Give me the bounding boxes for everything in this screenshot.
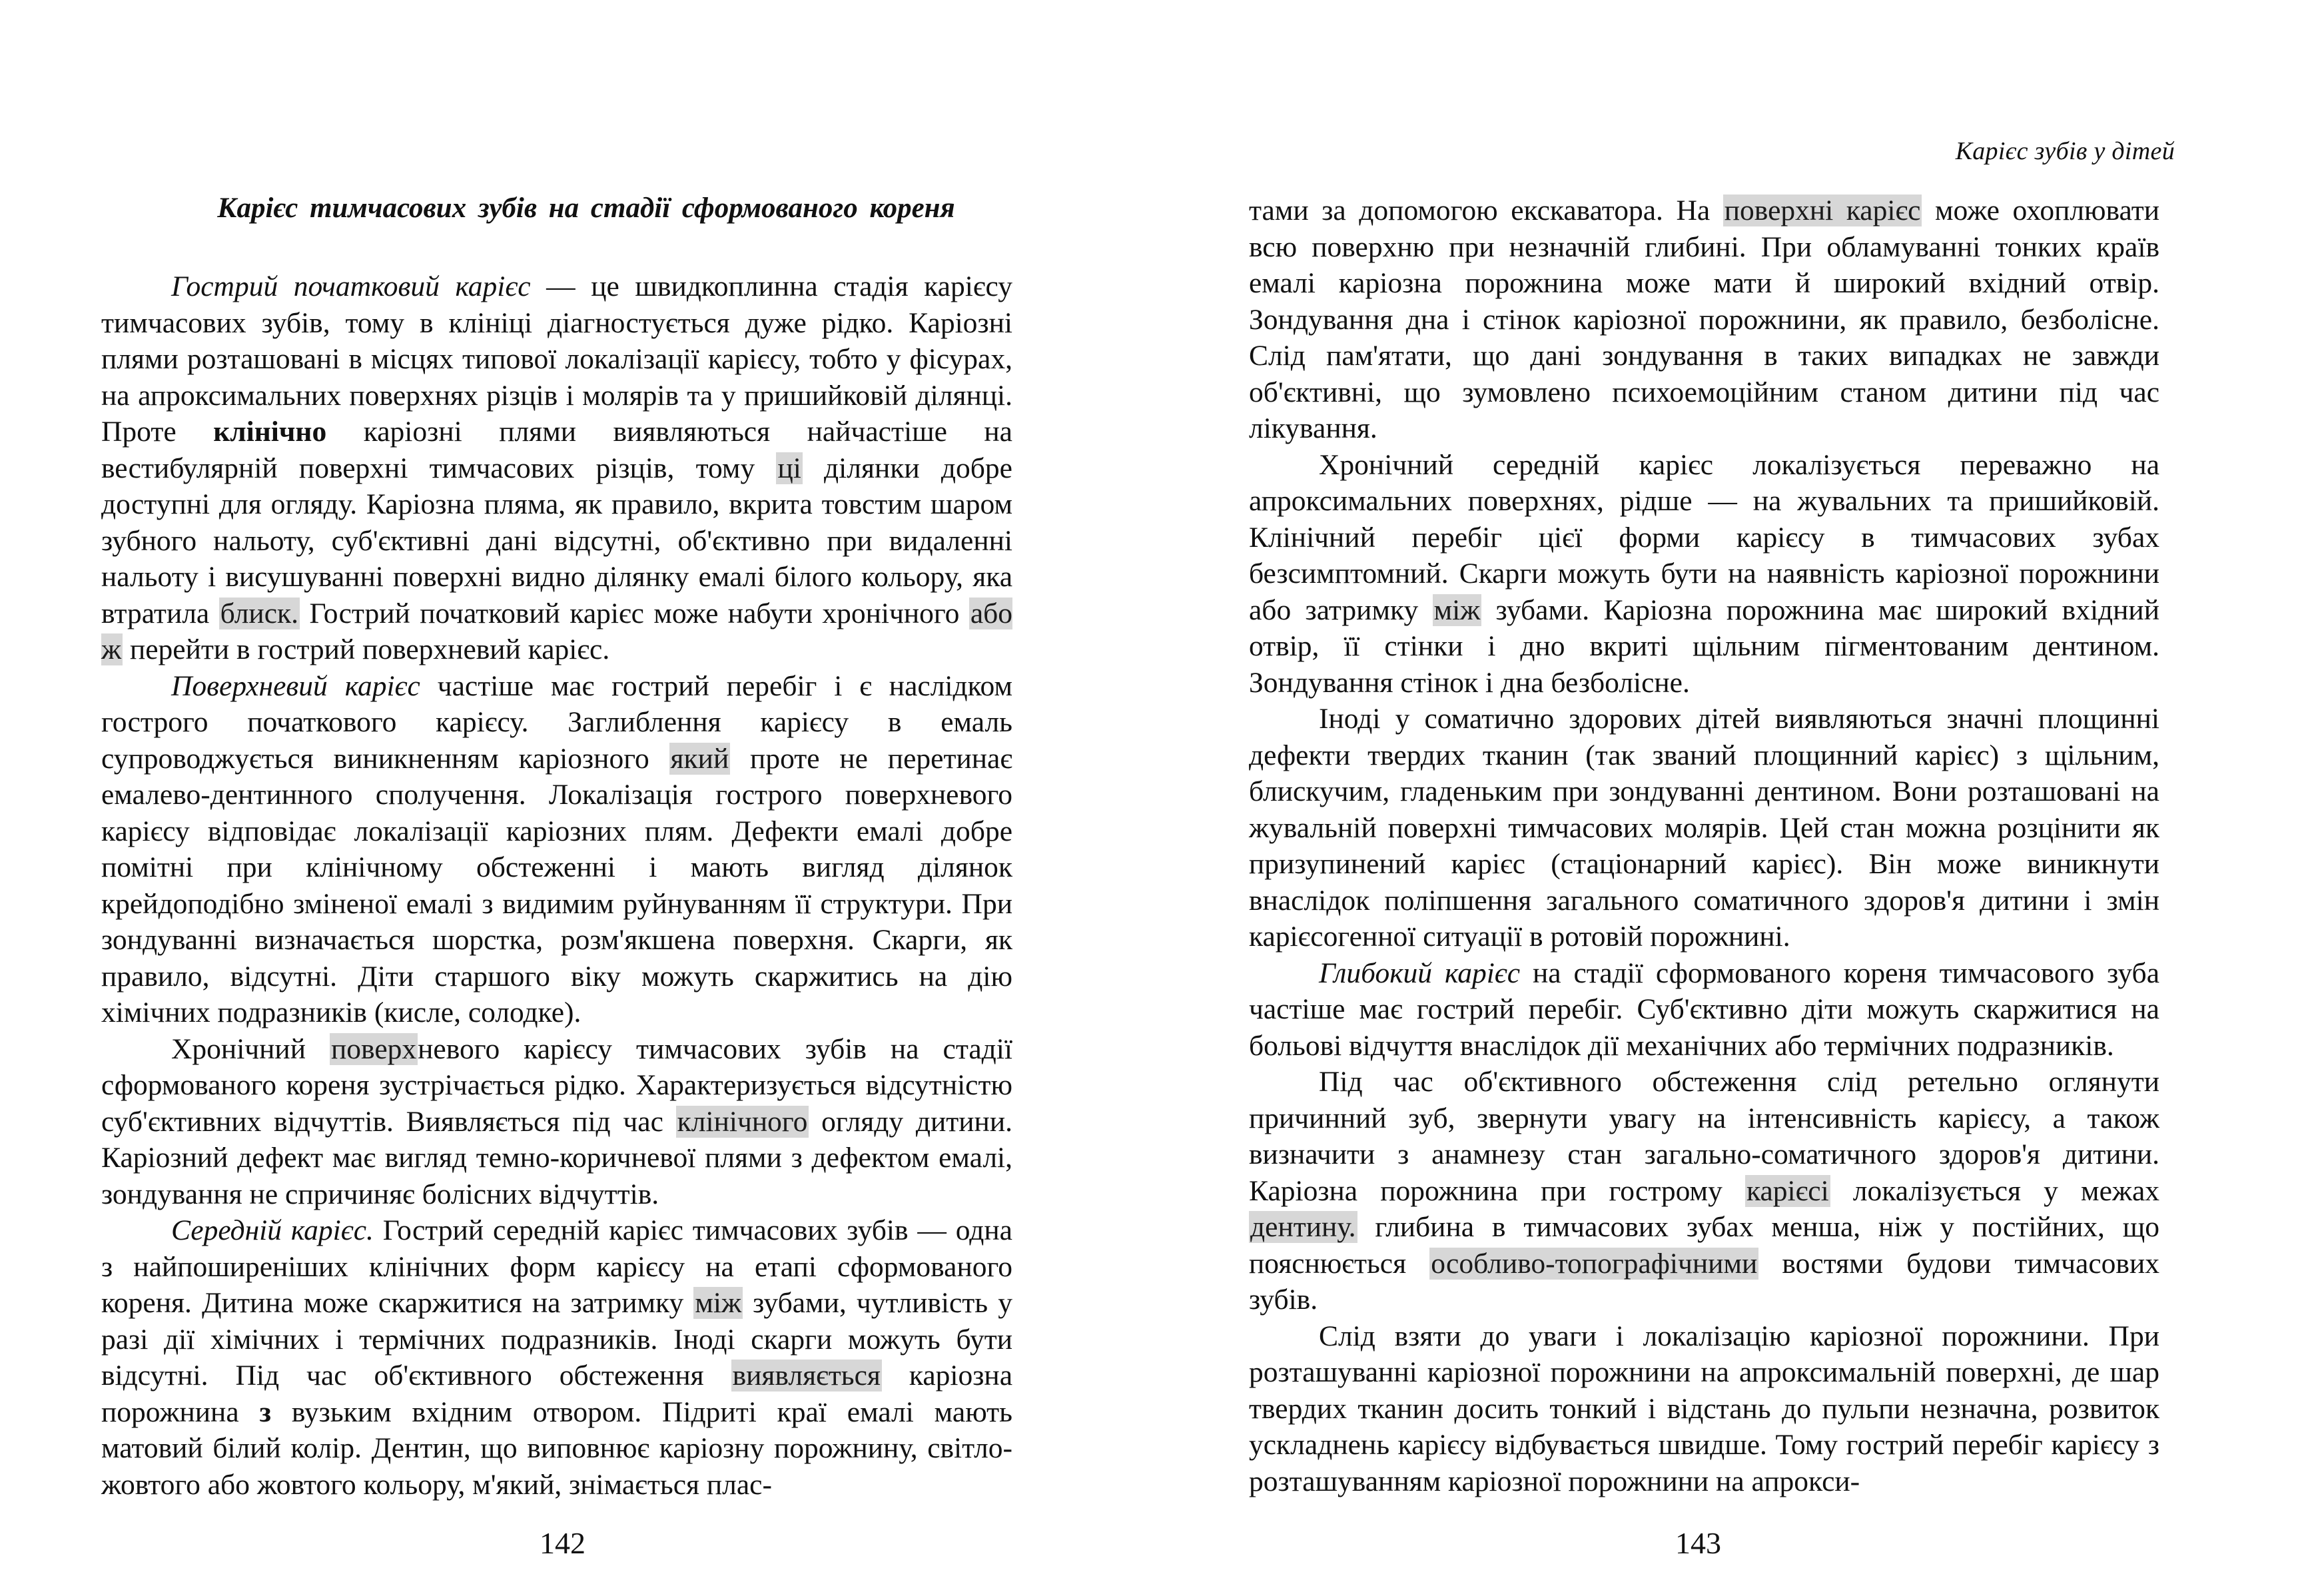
highlight: між bbox=[695, 1287, 742, 1319]
term-deep-caries: Глибокий карієс bbox=[1319, 957, 1521, 989]
highlight: поверх bbox=[331, 1032, 417, 1065]
section-title: Карієс тимчасових зубів на стадії сформованого кореня bbox=[217, 193, 955, 224]
highlight: виявляється bbox=[732, 1360, 881, 1392]
paragraph-chronic-medium-caries: Хронічний середній карієс локалізується переважно на апроксимальних поверхнях, рідше — на жувальних та пришийковій. Клінічний перебіг цієї форми карієсу в тимчасових зубах безсимптомний. Скарги можуть бути на наявність каріозної порожнини або затримку між зубами. Каріозна порожнина має широкий вхідний отвір, її стінки і дно вкриті щільним пігментованим дентином. Зондування стінок і дна безболісне. bbox=[1249, 448, 2159, 699]
highlight: між bbox=[1433, 594, 1481, 626]
right-page bbox=[1149, 0, 2298, 1596]
paragraph-continuation: тами за допомогою екскаватора. На поверхні карієс може охоплювати всю поверхню при незначній глибині. При обламуванні тонких країв емалі каріозна порожнина може мати й широкий вхідний отвір. Зондування дна і стінок каріозної порожнини, як правило, безболісне. Слід пам'ятати, що дані зондування в таких випадках не завжди об'єктивні, що зумовлено психоемоційним станом дитини під час лікування. bbox=[1249, 195, 2159, 444]
highlight: ці bbox=[777, 452, 801, 484]
paragraph-acute-initial-caries: Гострий початковий карієс — це швидкоплинна стадія карієсу тимчасових зубів, тому в клініці діагностується дуже рідко. Каріозні плями розташовані в місцях типової локалізації карієсу, тобто у фісурах, на апроксимальних поверхнях різців і молярів та у пришийковій ділянці. Проте клінічно каріозні плями виявляються найчастіше на вестибулярній поверхні тимчасових різців, тому ці ділянки добре доступні для огляду. Каріозна пляма, як правило, вкрита товстим шаром зубного нальоту, суб'єктивні дані відсутні, об'єктивно при видаленні нальоту і висушуванні поверхні видно ділянку емалі білого кольору, яка втратила блиск. Гострий початковий карієс може набути хронічного або ж перейти в гострий поверхневий карієс. bbox=[101, 270, 1013, 665]
highlight: дентину. bbox=[1250, 1211, 1356, 1243]
highlight: клінічного bbox=[677, 1105, 808, 1138]
page-number: 143 bbox=[1675, 1526, 1721, 1560]
paragraph-planar-caries: Іноді у соматично здорових дітей виявляються значні площинні дефекти твердих тканин (так званий площинний карієс) з щільним, блискучим, гладеньким при зондуванні дентином. Вони розташовані на жувальній поверхні тимчасових молярів. Цей стан можна розцінити як призупинений карієс (стаціонарний карієс). Він може виникнути внаслідок поліпшення загального соматичного здоров'я дитини і змін карієсогенної ситуації в ротовій порожнині. bbox=[1249, 703, 2159, 953]
highlight: який bbox=[670, 742, 729, 775]
highlight: поверхні карієс bbox=[1724, 195, 1921, 226]
paragraph-objective-examination: Під час об'єктивного обстеження слід ретельно оглянути причинний зуб, звернути увагу на інтенсивність карієсу, а також визначити з анамнезу стан загально-соматичного здоров'я дитини. Каріозна порожнина при гострому карієсі локалізується у межах дентину. глибина в тимчасових зубах менша, ніж у постійних, що пояснюється особливо-топографічними востями будови тимчасових зубів. bbox=[1249, 1066, 2160, 1316]
paragraph-medium-caries: Середній карієс. Гострий середній карієс тимчасових зубів — одна з найпоширеніших клінічних форм карієсу на етапі сформованого кореня. Дитина може скаржитися на затримку між зубами, чутливість у разі дії хімічних і термічних подразників. Іноді скарги можуть бути відсутні. Під час об'єктивного обстеження виявляється каріозна порожнина з вузьким вхідним отвором. Підриті краї емалі мають матовий білий колір. Дентин, що виповнює каріозну порожнину, світло-жовтого або жовтого кольору, м'який, знімається плас- bbox=[101, 1214, 1012, 1501]
paragraph-superficial-caries: Поверхневий карієс частіше має гострий перебіг і є наслідком гострого початкового карієсу. Заглиблення карієсу в емаль супроводжується виникненням каріозного який проте не перетинає емалево-дентинного сполучення. Локалізація гострого поверхневого карієсу відповідає локалізації каріозних плям. Дефекти емалі добре помітні при клінічному обстеженні і мають вигляд ділянок крейдоподібно зміненої емалі з видимим руйнуванням її структури. При зондуванні визначається шорстка, розм'якшена поверхня. Скарги, як правило, відсутні. Діти старшого віку можуть скаржитись на дію хімічних подразників (кисле, солодке). bbox=[101, 669, 1012, 1028]
highlight: блиск. bbox=[220, 597, 299, 629]
bold-word: з bbox=[259, 1396, 271, 1428]
highlight: особливо-топографічними bbox=[1431, 1247, 1758, 1280]
paragraph-localization: Слід взяти до уваги і локалізацію каріозної порожнини. При розташуванні каріозної порожнини на апроксимальній поверхні, де шар твердих тканин досить тонкий і відстань до пульпи незначна, розвиток ускладнень карієсу відбувається швидше. Тому гострий перебіг карієсу з розташуванням каріозної порожнини на апрокси- bbox=[1249, 1320, 2159, 1497]
highlight: карієсі bbox=[1746, 1174, 1829, 1207]
running-head: Карієс зубів у дітей bbox=[1955, 137, 2175, 165]
right-body-text bbox=[1249, 193, 2159, 1499]
paragraph-chronic-superficial-caries: Хронічний поверхневого карієсу тимчасових зубів на стадії сформованого кореня зустрічається рідко. Характеризується відсутністю суб'єктивних відчуттів. Виявляється під час клінічного огляду дитини. Каріозний дефект має вигляд темно-коричневої плями з дефектом емалі, зондування не спричиняє болісних відчуттів. bbox=[101, 1032, 1012, 1210]
highlight: або ж bbox=[101, 597, 1013, 665]
term-medium-caries: Середній карієс. bbox=[171, 1214, 374, 1246]
term-superficial-caries: Поверхневий карієс bbox=[171, 669, 420, 702]
bold-word: клінічно bbox=[213, 416, 327, 448]
term-acute-initial-caries: Гострий початковий карієс bbox=[171, 270, 531, 302]
page-number: 142 bbox=[540, 1526, 585, 1560]
left-body-text bbox=[101, 268, 1012, 1503]
paragraph-deep-caries: Глибокий карієс на стадії сформованого кореня тимчасового зуба частіше має гострий перебіг. Суб'єктивно діти можуть скаржитися на больові відчуття внаслідок дії механічних або термічних подразників. bbox=[1249, 957, 2159, 1062]
